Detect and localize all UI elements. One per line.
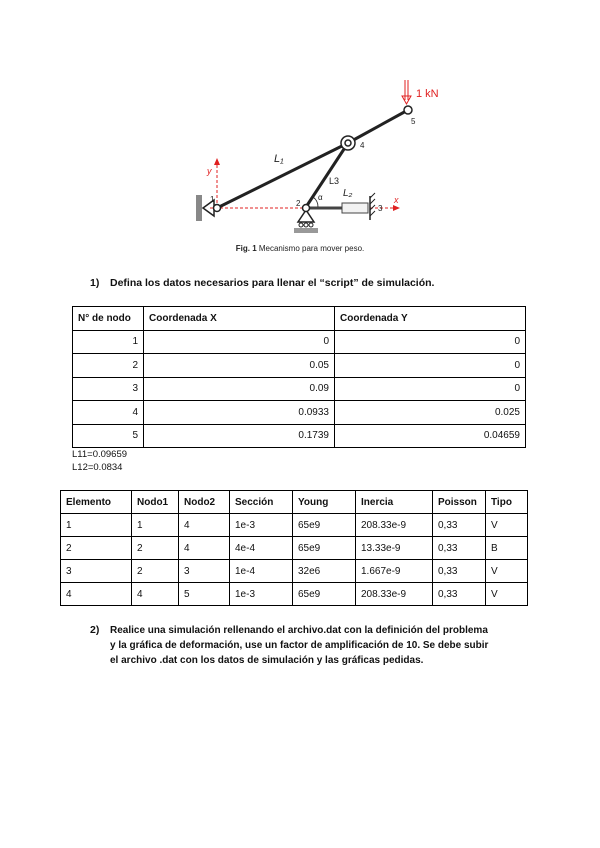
cell-inercia: 208.33e-9 [356, 583, 433, 606]
question-2 [90, 623, 535, 671]
cell-elemento: 2 [61, 537, 132, 560]
cell-x: 0.1739 [144, 424, 335, 448]
caption-prefix: Fig. 1 [235, 244, 257, 253]
cell-node: 1 [73, 330, 144, 354]
cell-nodo1: 4 [132, 583, 179, 606]
mechanism-figure [0, 0, 600, 260]
length-l12: L12=0.0834 [72, 462, 123, 473]
cell-seccion: 1e-3 [230, 583, 293, 606]
cell-poisson: 0,33 [433, 560, 486, 583]
cell-young: 65e9 [293, 514, 356, 537]
cell-inercia: 13.33e-9 [356, 537, 433, 560]
member-l2-cylinder [342, 203, 368, 213]
cell-y: 0 [335, 354, 526, 378]
node-4-inner [345, 140, 351, 146]
cell-tipo: V [486, 560, 528, 583]
question-1-text: Defina los datos necesarios para llenar el “script” de simulación. [110, 277, 435, 289]
question-1-number: 1) [90, 277, 100, 289]
cell-node: 3 [73, 377, 144, 401]
header-inercia: Inercia [356, 491, 433, 514]
cell-y: 0.04659 [335, 424, 526, 448]
header-nodo2: Nodo2 [179, 491, 230, 514]
cell-seccion: 1e-3 [230, 514, 293, 537]
cell-nodo1: 2 [132, 537, 179, 560]
cell-tipo: V [486, 514, 528, 537]
header-seccion: Sección [230, 491, 293, 514]
cell-y: 0 [335, 377, 526, 401]
question-2-number: 2) [90, 624, 100, 636]
cell-nodo1: 2 [132, 560, 179, 583]
cell-y: 0 [335, 330, 526, 354]
header-poisson: Poisson [433, 491, 486, 514]
member-label-l3: L3 [329, 176, 340, 186]
nodes-table-header [73, 307, 526, 331]
question-2-line: Realice una simulación rellenando el archivo.dat con la definición del problema [110, 625, 488, 636]
ground-2 [294, 228, 318, 233]
cell-x: 0.05 [144, 354, 335, 378]
left-wall [196, 195, 202, 221]
cell-x: 0.0933 [144, 401, 335, 425]
cell-x: 0 [144, 330, 335, 354]
table-row [61, 514, 528, 537]
node-label-4: 4 [360, 141, 365, 150]
elements-table [60, 490, 528, 606]
x-axis-arrow [393, 205, 400, 211]
question-2-text [110, 623, 535, 668]
figure-caption [0, 244, 600, 253]
cell-seccion: 1e-4 [230, 560, 293, 583]
node-2 [303, 205, 310, 212]
header-tipo: Tipo [486, 491, 528, 514]
cell-young: 65e9 [293, 537, 356, 560]
cell-seccion: 4e-4 [230, 537, 293, 560]
length-notes [72, 448, 127, 474]
cell-elemento: 1 [61, 514, 132, 537]
header-nodo1: Nodo1 [132, 491, 179, 514]
cell-poisson: 0,33 [433, 514, 486, 537]
node-label-3: 3 [378, 204, 383, 213]
table-row [73, 330, 526, 354]
header-coord-x: Coordenada X [144, 307, 335, 331]
question-2-line: y la gráfica de deformación, use un factor de amplificación de 10. Se debe subir [110, 640, 489, 651]
caption-text: Mecanismo para mover peso. [256, 244, 365, 253]
member-4-5 [348, 110, 408, 143]
cell-y: 0.025 [335, 401, 526, 425]
cell-node: 5 [73, 424, 144, 448]
node-1 [214, 205, 221, 212]
table-row [61, 583, 528, 606]
cell-poisson: 0,33 [433, 537, 486, 560]
angle-label: α [318, 193, 323, 202]
cell-tipo: B [486, 537, 528, 560]
cell-poisson: 0,33 [433, 583, 486, 606]
node-label-5: 5 [411, 117, 416, 126]
nodes-table [72, 306, 526, 448]
cell-nodo1: 1 [132, 514, 179, 537]
header-coord-y: Coordenada Y [335, 307, 526, 331]
cell-young: 65e9 [293, 583, 356, 606]
elements-table-header [61, 491, 528, 514]
cell-nodo2: 3 [179, 560, 230, 583]
cell-inercia: 208.33e-9 [356, 514, 433, 537]
y-axis-label: y [207, 166, 212, 176]
table-row [61, 537, 528, 560]
header-node: N° de nodo [73, 307, 144, 331]
cell-node: 2 [73, 354, 144, 378]
node-label-2: 2 [296, 199, 301, 208]
question-1 [90, 276, 530, 292]
header-young: Young [293, 491, 356, 514]
node-5 [404, 106, 412, 114]
cell-nodo2: 4 [179, 537, 230, 560]
table-row [73, 424, 526, 448]
cell-x: 0.09 [144, 377, 335, 401]
cell-young: 32e6 [293, 560, 356, 583]
cell-node: 4 [73, 401, 144, 425]
table-row [73, 401, 526, 425]
cell-elemento: 3 [61, 560, 132, 583]
y-axis-arrow [214, 158, 220, 165]
load-arrow-head [402, 96, 411, 104]
member-label-l1: L₁ [274, 153, 284, 165]
cell-inercia: 1.667e-9 [356, 560, 433, 583]
x-axis-label: x [394, 195, 399, 205]
cell-elemento: 4 [61, 583, 132, 606]
table-row [73, 377, 526, 401]
table-row [73, 354, 526, 378]
node-label-1: 1 [210, 195, 215, 204]
load-label: 1 kN [416, 88, 439, 100]
header-elemento: Elemento [61, 491, 132, 514]
length-l11: L11=0.09659 [72, 449, 128, 460]
member-label-l2: L₂ [343, 188, 353, 199]
table-row [61, 560, 528, 583]
cell-tipo: V [486, 583, 528, 606]
cell-nodo2: 5 [179, 583, 230, 606]
question-2-line: el archivo .dat con los datos de simulación y las gráficas pedidas. [110, 655, 424, 666]
cell-nodo2: 4 [179, 514, 230, 537]
